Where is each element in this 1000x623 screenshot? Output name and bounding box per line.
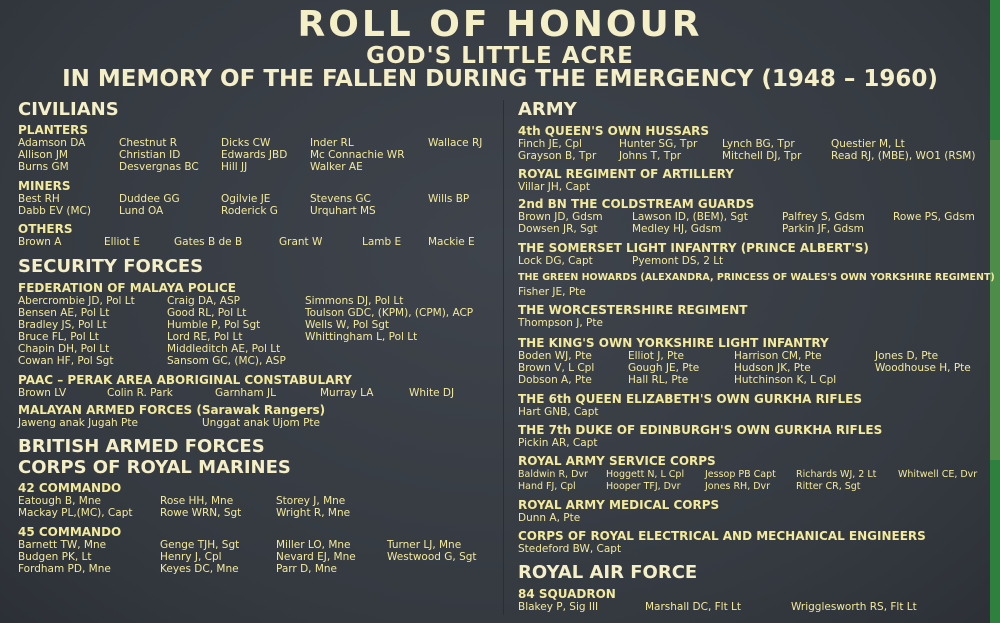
plaque-subtitle: GOD'S LITTLE ACRE — [366, 43, 634, 69]
name-entry: Gough JE, Pte — [628, 362, 700, 374]
name-entry: Turner LJ, Mne — [387, 539, 462, 551]
name-entry: Jones D, Pte — [875, 350, 939, 362]
name-entry: Wrigglesworth RS, Flt Lt — [791, 601, 917, 613]
name-entry: Parkin JF, Gdsm — [782, 223, 864, 235]
name-entry: Genge TJH, Sgt — [160, 539, 240, 551]
group-heading-koyli: THE KING'S OWN YORKSHIRE LIGHT INFANTRY — [518, 336, 829, 350]
group-heading-ramc: ROYAL ARMY MEDICAL CORPS — [518, 498, 720, 512]
name-entry: Bradley JS, Pol Lt — [18, 319, 107, 331]
name-entry: Fisher JE, Pte — [518, 286, 586, 298]
name-entry: Grant W — [279, 236, 323, 248]
name-entry: Jessop PB Capt — [705, 469, 776, 480]
name-entry: Duddee GG — [119, 193, 180, 205]
section-heading-royal-marines: CORPS OF ROYAL MARINES — [18, 457, 291, 478]
name-entry: Henry J, Cpl — [160, 551, 222, 563]
name-entry: Jones RH, Dvr — [705, 481, 771, 492]
name-entry: Craig DA, ASP — [167, 295, 240, 307]
name-entry: Bruce FL, Pol Lt — [18, 331, 99, 343]
name-entry: Brown A — [18, 236, 62, 248]
name-entry: Mitchell DJ, Tpr — [722, 150, 802, 162]
name-entry: Garnham JL — [215, 387, 276, 399]
name-entry: Gates B de B — [174, 236, 243, 248]
group-heading-miners: MINERS — [18, 179, 71, 193]
name-entry: Palfrey S, Gdsm — [782, 211, 865, 223]
name-entry: Mackay PL,(MC), Capt — [18, 507, 133, 519]
name-entry: Keyes DC, Mne — [160, 563, 239, 575]
name-entry: Brown JD, Gdsm — [518, 211, 603, 223]
name-entry: Baldwin R, Dvr — [518, 469, 588, 480]
name-entry: Thompson J, Pte — [518, 317, 603, 329]
section-heading-royal-air-force: ROYAL AIR FORCE — [518, 562, 698, 583]
name-entry: Hooper TFJ, Dvr — [606, 481, 681, 492]
group-heading-green-howards: THE GREEN HOWARDS (ALEXANDRA, PRINCESS OF WALES'S OWN YORKSHIRE REGIMENT) — [518, 272, 995, 283]
name-entry: Lawson ID, (BEM), Sgt — [632, 211, 748, 223]
name-entry: Urquhart MS — [310, 205, 376, 217]
name-entry: Elliot J, Pte — [628, 350, 684, 362]
plaque-dedication: IN MEMORY OF THE FALLEN DURING THE EMERGENCY (1948 – 1960) — [62, 66, 938, 92]
name-entry: Inder RL — [310, 137, 354, 149]
name-entry: Pyemont DS, 2 Lt — [632, 255, 724, 267]
name-entry: Desvergnas BC — [119, 161, 199, 173]
group-heading-maf: MALAYAN ARMED FORCES (Sarawak Rangers) — [18, 403, 326, 417]
name-entry: Dunn A, Pte — [518, 512, 581, 524]
name-entry: Grayson B, Tpr — [518, 150, 597, 162]
name-entry: Richards WJ, 2 Lt — [796, 469, 877, 480]
name-entry: Lynch BG, Tpr — [722, 138, 795, 150]
name-entry: Murray LA — [320, 387, 374, 399]
name-entry: Woodhouse H, Pte — [875, 362, 971, 374]
name-entry: Christian ID — [119, 149, 181, 161]
name-entry: Dobson A, Pte — [518, 374, 592, 386]
group-heading-reme: CORPS OF ROYAL ELECTRICAL AND MECHANICAL ENGINEERS — [518, 529, 926, 543]
name-entry: Hart GNB, Capt — [518, 406, 599, 418]
name-entry: Barnett TW, Mne — [18, 539, 107, 551]
name-entry: Hoggett N, L Cpl — [606, 469, 685, 480]
name-entry: Stedeford BW, Capt — [518, 543, 622, 555]
foliage-edge-highlight — [990, 140, 1000, 460]
name-entry: Simmons DJ, Pol Lt — [305, 295, 404, 307]
name-entry: Walker AE — [310, 161, 363, 173]
name-entry: Eatough B, Mne — [18, 495, 101, 507]
name-entry: Nevard EJ, Mne — [276, 551, 356, 563]
name-entry: Blakey P, Sig III — [518, 601, 599, 613]
name-entry: Dowsen JR, Sgt — [518, 223, 598, 235]
name-entry: Sansom GC, (MC), ASP — [167, 355, 286, 367]
name-entry: Best RH — [18, 193, 60, 205]
name-entry: Lock DG, Capt — [518, 255, 593, 267]
name-entry: Allison JM — [18, 149, 68, 161]
column-divider — [503, 100, 504, 615]
group-heading-coldstream: 2nd BN THE COLDSTREAM GUARDS — [518, 197, 755, 211]
section-heading-security-forces: SECURITY FORCES — [18, 256, 204, 277]
name-entry: Rose HH, Mne — [160, 495, 234, 507]
name-entry: Humble P, Pol Sgt — [167, 319, 261, 331]
name-entry: Brown V, L Cpl — [518, 362, 595, 374]
name-entry: Mc Connachie WR — [310, 149, 405, 161]
name-entry: Wallace RJ — [428, 137, 483, 149]
name-entry: Chapin DH, Pol Lt — [18, 343, 110, 355]
group-heading-worcestershire: THE WORCESTERSHIRE REGIMENT — [518, 303, 748, 317]
name-entry: Rowe WRN, Sgt — [160, 507, 242, 519]
name-entry: Harrison CM, Pte — [734, 350, 822, 362]
name-entry: Villar JH, Capt — [518, 181, 591, 193]
name-entry: Storey J, Mne — [276, 495, 346, 507]
group-heading-planters: PLANTERS — [18, 123, 89, 137]
name-entry: Hall RL, Pte — [628, 374, 689, 386]
group-heading-84-squadron: 84 SQUADRON — [518, 587, 616, 601]
name-entry: Good RL, Pol Lt — [167, 307, 247, 319]
name-entry: Westwood G, Sgt — [387, 551, 477, 563]
name-entry: Edwards JBD — [221, 149, 288, 161]
name-entry: Dicks CW — [221, 137, 271, 149]
group-heading-7th-gurkha: THE 7th DUKE OF EDINBURGH'S OWN GURKHA RIFLES — [518, 423, 883, 437]
name-entry: Roderick G — [221, 205, 278, 217]
name-entry: Colin R. Park — [107, 387, 173, 399]
name-entry: Hill JJ — [221, 161, 248, 173]
name-entry: Stevens GC — [310, 193, 371, 205]
name-entry: Burns GM — [18, 161, 69, 173]
name-entry: Wells W, Pol Sgt — [305, 319, 390, 331]
group-heading-paac: PAAC – PERAK AREA ABORIGINAL CONSTABULARY — [18, 373, 352, 387]
name-entry: Unggat anak Ujom Pte — [202, 417, 321, 429]
name-entry: Whitwell CE, Dvr — [898, 469, 978, 480]
name-entry: Miller LO, Mne — [276, 539, 351, 551]
group-heading-others: OTHERS — [18, 222, 73, 236]
name-entry: Parr D, Mne — [276, 563, 338, 575]
group-heading-45-commando: 45 COMMANDO — [18, 525, 122, 539]
name-entry: Jaweng anak Jugah Pte — [18, 417, 138, 429]
group-heading-somerset: THE SOMERSET LIGHT INFANTRY (PRINCE ALBERT'S) — [518, 241, 869, 255]
group-heading-rasc: ROYAL ARMY SERVICE CORPS — [518, 454, 716, 468]
name-entry: Wills BP — [428, 193, 470, 205]
name-entry: Cowan HF, Pol Sgt — [18, 355, 114, 367]
name-entry: Fordham PD, Mne — [18, 563, 111, 575]
name-entry: Johns T, Tpr — [619, 150, 682, 162]
name-entry: Abercrombie JD, Pol Lt — [18, 295, 135, 307]
name-entry: Dabb EV (MC) — [18, 205, 91, 217]
group-heading-fmp: FEDERATION OF MALAYA POLICE — [18, 281, 236, 295]
name-entry: Hutchinson K, L Cpl — [734, 374, 837, 386]
name-entry: Mackie E — [428, 236, 475, 248]
name-entry: Ritter CR, Sgt — [796, 481, 861, 492]
name-entry: Lund OA — [119, 205, 164, 217]
plaque-title: ROLL OF HONOUR — [297, 4, 703, 45]
name-entry: Hand FJ, Cpl — [518, 481, 576, 492]
name-entry: Pickin AR, Capt — [518, 437, 598, 449]
name-entry: Toulson GDC, (KPM), (CPM), ACP — [305, 307, 474, 319]
name-entry: Questier M, Lt — [831, 138, 905, 150]
name-entry: Adamson DA — [18, 137, 86, 149]
name-entry: Read RJ, (MBE), WO1 (RSM) — [831, 150, 976, 162]
group-heading-6th-gurkha: THE 6th QUEEN ELIZABETH'S OWN GURKHA RIFLES — [518, 392, 863, 406]
name-entry: Brown LV — [18, 387, 67, 399]
name-entry: Hudson JK, Pte — [734, 362, 811, 374]
name-entry: Whittingham L, Pol Lt — [305, 331, 418, 343]
name-entry: Boden WJ, Pte — [518, 350, 592, 362]
name-entry: Marshall DC, Flt Lt — [645, 601, 742, 613]
name-entry: Rowe PS, Gdsm — [893, 211, 975, 223]
name-entry: Elliot E — [104, 236, 140, 248]
name-entry: Bensen AE, Pol Lt — [18, 307, 110, 319]
name-entry: Lord RE, Pol Lt — [167, 331, 243, 343]
name-entry: Ogilvie JE — [221, 193, 271, 205]
name-entry: Middleditch AE, Pol Lt — [167, 343, 281, 355]
name-entry: Hunter SG, Tpr — [619, 138, 698, 150]
name-entry: Wright R, Mne — [276, 507, 351, 519]
name-entry: White DJ — [409, 387, 455, 399]
group-heading-artillery: ROYAL REGIMENT OF ARTILLERY — [518, 167, 734, 181]
name-entry: Lamb E — [362, 236, 402, 248]
section-heading-army: ARMY — [518, 99, 577, 120]
group-heading-hussars: 4th QUEEN'S OWN HUSSARS — [518, 124, 710, 138]
group-heading-42-commando: 42 COMMANDO — [18, 481, 122, 495]
name-entry: Medley HJ, Gdsm — [632, 223, 722, 235]
name-entry: Chestnut R — [119, 137, 178, 149]
section-heading-british-armed-forces: BRITISH ARMED FORCES — [18, 436, 265, 457]
name-entry: Budgen PK, Lt — [18, 551, 92, 563]
name-entry: Finch JE, Cpl — [518, 138, 582, 150]
section-heading-civilians: CIVILIANS — [18, 99, 119, 120]
